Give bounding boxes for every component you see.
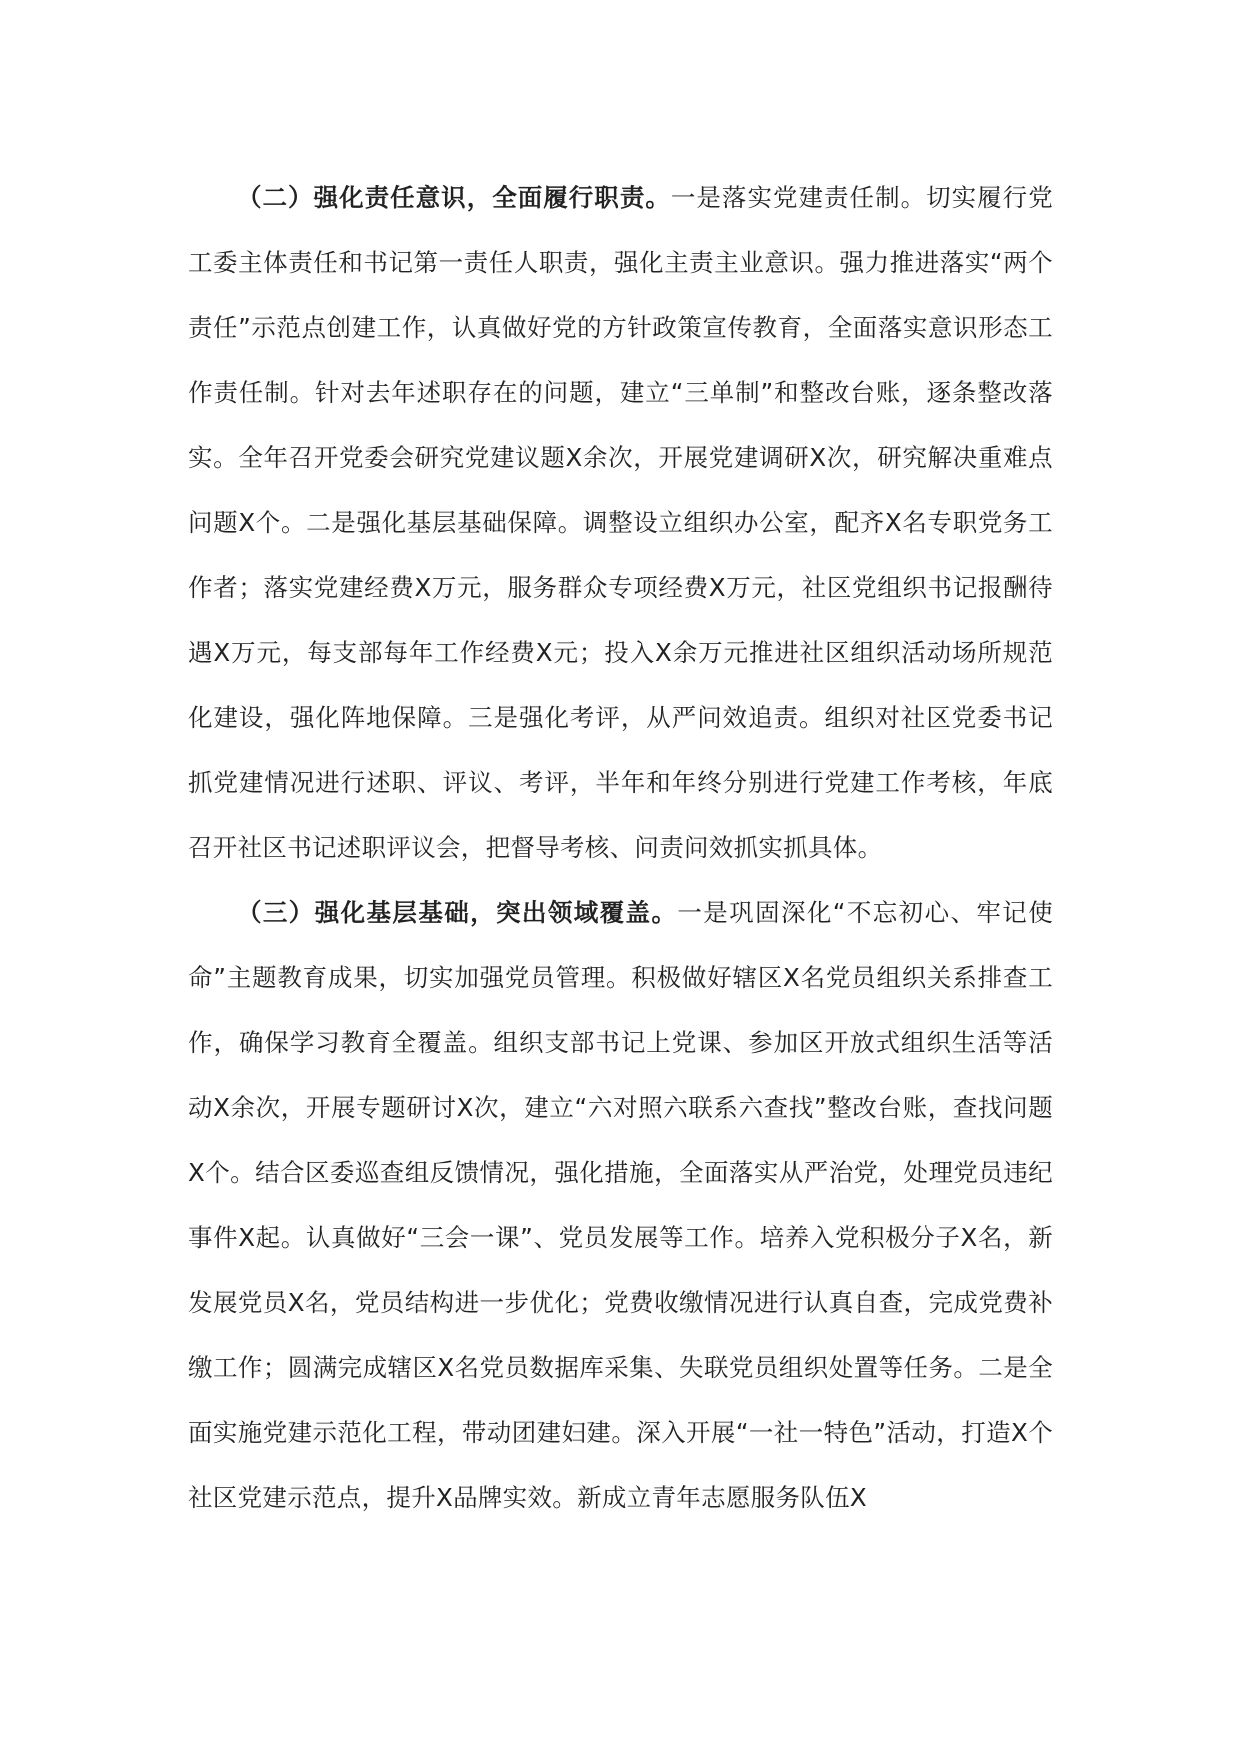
document-body	[188, 165, 1053, 1530]
paragraph-heading: （三）强化基层基础，突出领域覆盖。	[237, 898, 678, 927]
paragraph-responsibility	[188, 165, 1053, 880]
paragraph-heading: （二）强化责任意识，全面履行职责。	[237, 183, 671, 212]
paragraph-grassroots	[188, 880, 1053, 1530]
paragraph-text: 一是落实党建责任制。切实履行党工委主体责任和书记第一责任人职责，强化主责主业意识。强力推进落实“两个责任”示范点创建工作，认真做好党的方针政策宣传教育，全面落实意识形态工作责任制。针对去年述职存在的问题，建立“三单制”和整改台账，逐条整改落实。全年召开党委会研究党建议题X余次，开展党建调研X次，研究解决重难点问题X个。二是强化基层基础保障。调整设立组织办公室，配齐X名专职党务工作者；落实党建经费X万元，服务群众专项经费X万元，社区党组织书记报酬待遇X万元，每支部每年工作经费X元；投入X余万元推进社区组织活动场所规范化建设，强化阵地保障。三是强化考评，从严问效追责。组织对社区党委书记抓党建情况进行述职、评议、考评，半年和年终分别进行党建工作考核，年底召开社区书记述职评议会，把督导考核、问责问效抓实抓具体。	[188, 183, 1054, 862]
paragraph-text: 一是巩固深化“不忘初心、牢记使命”主题教育成果，切实加强党员管理。积极做好辖区X名党员组织关系排查工作，确保学习教育全覆盖。组织支部书记上党课、参加区开放式组织生活等活动X余次，开展专题研讨X次，建立“六对照六联系六查找”整改台账，查找问题X个。结合区委巡查组反馈情况，强化措施，全面落实从严治党，处理党员违纪事件X起。认真做好“三会一课”、党员发展等工作。培养入党积极分子X名，新发展党员X名，党员结构进一步优化；党费收缴情况进行认真自查，完成党费补缴工作；圆满完成辖区X名党员数据库采集、失联党员组织处置等任务。二是全面实施党建示范化工程，带动团建妇建。深入开展“一社一特色”活动，打造X个社区党建示范点，提升X品牌实效。新成立青年志愿服务队伍X	[188, 898, 1053, 1512]
